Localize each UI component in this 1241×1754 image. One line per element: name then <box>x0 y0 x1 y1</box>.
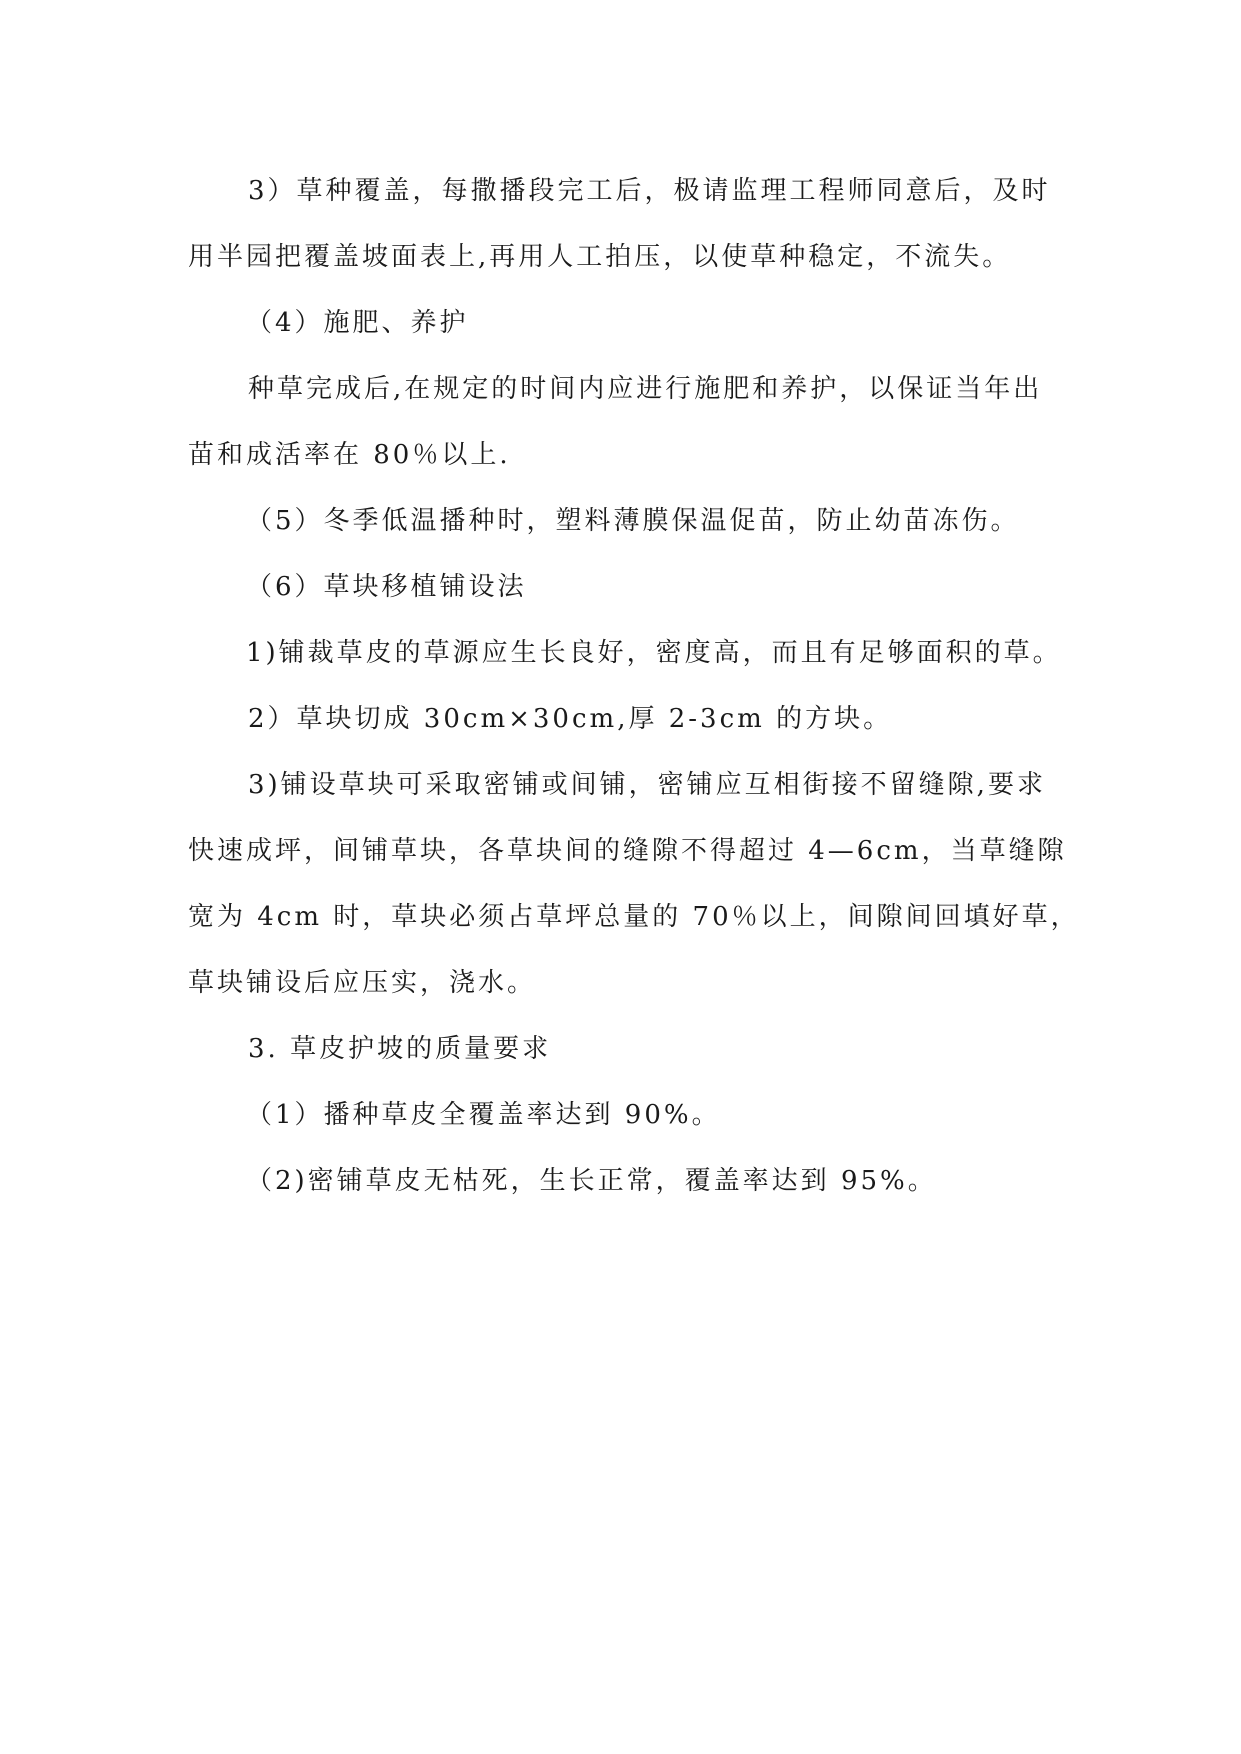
paragraph-line-13: 草块铺设后应压实，浇水。 <box>188 968 537 998</box>
list-item-2: 2）草块切成 30cm×30cm,厚 2-3cm 的方块。 <box>248 704 893 734</box>
paragraph-line-5: 苗和成活率在 80％以上. <box>188 440 511 470</box>
list-item-3: 3)铺设草块可采取密铺或间铺，密铺应互相街接不留缝隙,要求 <box>248 770 1046 800</box>
quality-item-2: （2)密铺草皮无枯死，生长正常，覆盖率达到 95%。 <box>246 1166 937 1196</box>
list-item-1: 1)铺裁草皮的草源应生长良好，密度高，而且有足够面积的草。 <box>246 638 1062 668</box>
paragraph-line-1: 3）草种覆盖，每撒播段完工后，极请监理工程师同意后，及时 <box>248 176 1051 206</box>
paragraph-line-4: 种草完成后,在规定的时间内应进行施肥和养护，以保证当年出 <box>248 374 1043 404</box>
section-heading-3: 3. 草皮护坡的质量要求 <box>248 1034 552 1064</box>
section-heading-6: （6）草块移植铺设法 <box>246 572 527 602</box>
paragraph-line-11: 快速成坪，间铺草块，各草块间的缝隙不得超过 4—6cm，当草缝隙 <box>188 836 1067 866</box>
document-body <box>188 158 1080 1214</box>
quality-item-1: （1）播种草皮全覆盖率达到 90%。 <box>246 1100 721 1130</box>
section-heading-4: （4）施肥、养护 <box>246 308 469 338</box>
paragraph-line-2: 用半园把覆盖坡面表上,再用人工拍压，以使草种稳定，不流失。 <box>188 242 1012 272</box>
section-heading-5: （5）冬季低温播种时，塑料薄膜保温促苗，防止幼苗冻伤。 <box>246 506 1020 536</box>
paragraph-line-12: 宽为 4cm 时，草块必须占草坪总量的 70％以上，间隙间回填好草， <box>188 902 1080 932</box>
